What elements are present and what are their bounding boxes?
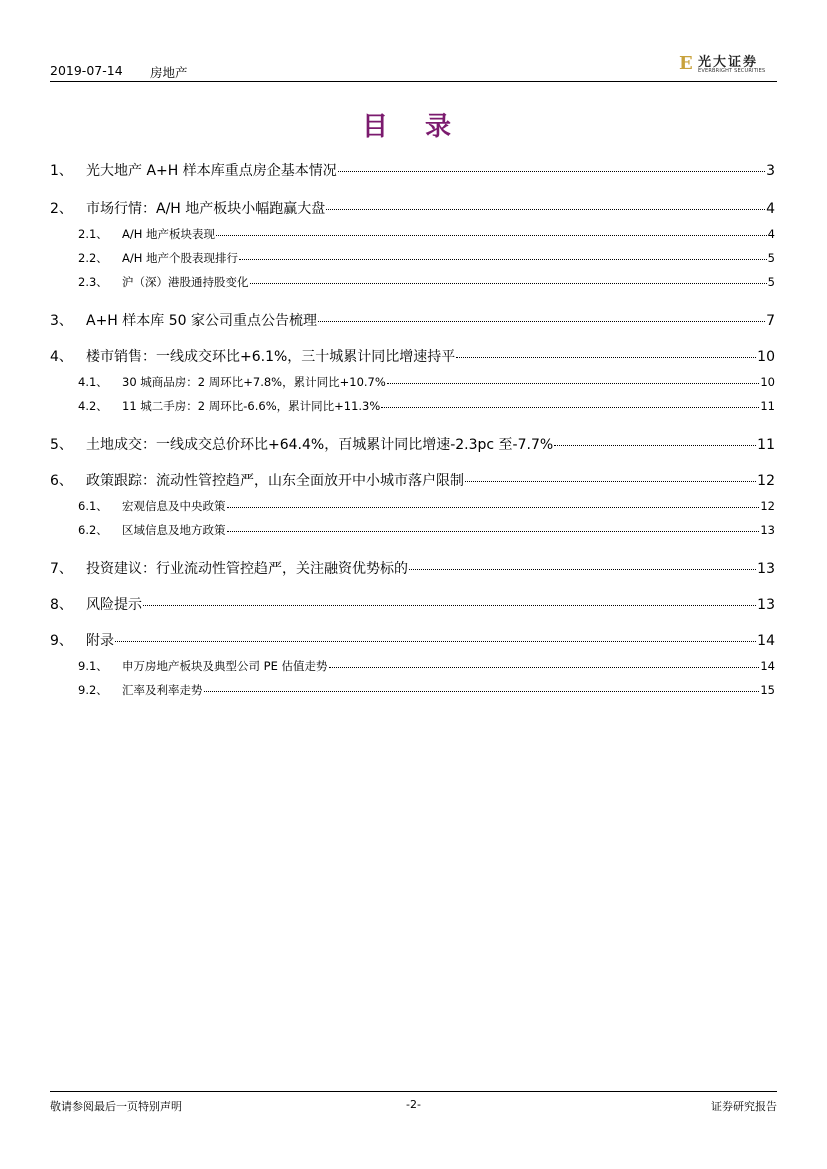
toc-entry[interactable]: [50, 470, 775, 490]
page-header: [50, 53, 777, 82]
footer-page-number: -2-: [406, 1098, 421, 1111]
toc-entry-number: 5、: [50, 437, 73, 453]
toc-entry-text: 附录: [86, 633, 114, 649]
toc-subentry[interactable]: [50, 658, 775, 674]
toc-leader-dots: [115, 641, 756, 642]
toc-subentry[interactable]: [50, 682, 775, 698]
toc-leader-dots: [239, 259, 767, 260]
toc-leader-dots: [338, 171, 765, 172]
toc-entry-page: 14: [757, 633, 775, 649]
toc-leader-dots: [143, 605, 756, 606]
toc-leader-dots: [318, 321, 765, 322]
toc-entry[interactable]: [50, 434, 775, 454]
toc-entry-number: 9.2、: [78, 683, 108, 697]
toc-entry-number: 9.1、: [78, 659, 108, 673]
toc-entry-page: 7: [766, 313, 775, 329]
logo-name-en: EVERBRIGHT SECURITIES: [698, 68, 766, 74]
toc-entry-page: 12: [760, 499, 775, 513]
toc-entry-number: 8、: [50, 597, 73, 613]
company-logo: [679, 50, 777, 78]
toc-entry-page: 12: [757, 473, 775, 489]
toc-entry[interactable]: [50, 558, 775, 578]
toc-leader-dots: [227, 531, 760, 532]
toc-entry-number: 6、: [50, 473, 73, 489]
toc-entry-number: 6.1、: [78, 499, 108, 513]
footer-disclaimer: 敬请参阅最后一页特别声明: [50, 1100, 182, 1113]
toc-entry-number: 4.1、: [78, 375, 108, 389]
toc-entry[interactable]: [50, 630, 775, 650]
toc-leader-dots: [250, 283, 767, 284]
toc-entry-page: 5: [767, 251, 775, 265]
toc-entry-text: 区域信息及地方政策: [122, 523, 226, 537]
toc-entry-number: 2.3、: [78, 275, 108, 289]
toc-entry-page: 4: [766, 201, 775, 217]
toc-leader-dots: [329, 667, 760, 668]
toc-entry-number: 7、: [50, 561, 73, 577]
toc-entry-text: 土地成交：一线成交总价环比+64.4%，百城累计同比增速-2.3pc 至-7.7%: [86, 437, 554, 453]
toc-entry-page: 13: [757, 561, 775, 577]
page-footer: [50, 1091, 777, 1117]
toc-entry-text: 宏观信息及中央政策: [122, 499, 226, 513]
toc-subentry[interactable]: [50, 398, 775, 414]
toc-title: 目 录: [361, 112, 466, 142]
toc-entry-number: 2.2、: [78, 251, 108, 265]
toc-entry-page: 3: [766, 163, 775, 179]
toc-entry-number: 6.2、: [78, 523, 108, 537]
toc-leader-dots: [381, 407, 759, 408]
toc-entry[interactable]: [50, 310, 775, 330]
toc-entry-number: 4.2、: [78, 399, 108, 413]
toc-entry-page: 10: [760, 375, 775, 389]
toc-entry[interactable]: [50, 160, 775, 180]
toc-leader-dots: [387, 383, 760, 384]
toc-entry-page: 14: [760, 659, 775, 673]
toc-leader-dots: [227, 507, 760, 508]
toc-leader-dots: [216, 235, 767, 236]
toc-entry-text: 光大地产 A+H 样本库重点房企基本情况: [86, 163, 337, 179]
report-date: 2019-07-14: [50, 63, 123, 78]
toc-entry-number: 4、: [50, 349, 73, 365]
toc-entry-page: 4: [767, 227, 775, 241]
toc-leader-dots: [326, 209, 765, 210]
toc-entry-number: 2、: [50, 201, 73, 217]
toc-entry-page: 15: [760, 683, 775, 697]
footer-document-type: 证券研究报告: [711, 1100, 777, 1113]
toc-leader-dots: [409, 569, 756, 570]
toc-entry-text: 市场行情：A/H 地产板块小幅跑赢大盘: [86, 201, 326, 217]
toc-leader-dots: [465, 481, 756, 482]
toc-entry-text: 30 城商品房：2 周环比+7.8%，累计同比+10.7%: [122, 375, 386, 389]
toc-subentry[interactable]: [50, 226, 775, 242]
toc-entry-number: 1、: [50, 163, 73, 179]
logo-mark-icon: E: [679, 53, 693, 74]
toc-subentry[interactable]: [50, 522, 775, 538]
toc-entry[interactable]: [50, 346, 775, 366]
toc-entry-page: 11: [760, 399, 775, 413]
logo-name-cn: 光大证券: [698, 55, 759, 70]
toc-subentry[interactable]: [50, 374, 775, 390]
toc-entry-text: 楼市销售：一线成交环比+6.1%，三十城累计同比增速持平: [86, 349, 456, 365]
toc-entry-page: 11: [757, 437, 775, 453]
report-sector: 房地产: [150, 65, 188, 80]
toc-entry-text: 投资建议：行业流动性管控趋严，关注融资优势标的: [86, 561, 408, 577]
toc-entry-text: A+H 样本库 50 家公司重点公告梳理: [86, 313, 317, 329]
toc-entry-page: 5: [767, 275, 775, 289]
toc-entry-number: 2.1、: [78, 227, 108, 241]
toc-entry-number: 3、: [50, 313, 73, 329]
toc-entry-page: 10: [757, 349, 775, 365]
toc-entry-text: 11 城二手房：2 周环比-6.6%，累计同比+11.3%: [122, 399, 381, 413]
toc-entry-page: 13: [757, 597, 775, 613]
toc-entry-text: A/H 地产个股表现排行: [122, 251, 239, 265]
toc-leader-dots: [554, 445, 756, 446]
toc-entry[interactable]: [50, 594, 775, 614]
toc-entry-text: 风险提示: [86, 597, 142, 613]
toc-subentry[interactable]: [50, 250, 775, 266]
toc-entry-page: 13: [760, 523, 775, 537]
toc-leader-dots: [204, 691, 760, 692]
toc-entry-text: 申万房地产板块及典型公司 PE 估值走势: [122, 659, 328, 673]
toc-subentry[interactable]: [50, 498, 775, 514]
toc-entry-text: A/H 地产板块表现: [122, 227, 216, 241]
toc-subentry[interactable]: [50, 274, 775, 290]
toc-leader-dots: [456, 357, 756, 358]
toc-entry-text: 政策跟踪：流动性管控趋严，山东全面放开中小城市落户限制: [86, 473, 464, 489]
toc-entry-text: 汇率及利率走势: [122, 683, 203, 697]
toc-entry-number: 9、: [50, 633, 73, 649]
toc-entry-text: 沪（深）港股通持股变化: [122, 275, 249, 289]
toc-entry[interactable]: [50, 198, 775, 218]
